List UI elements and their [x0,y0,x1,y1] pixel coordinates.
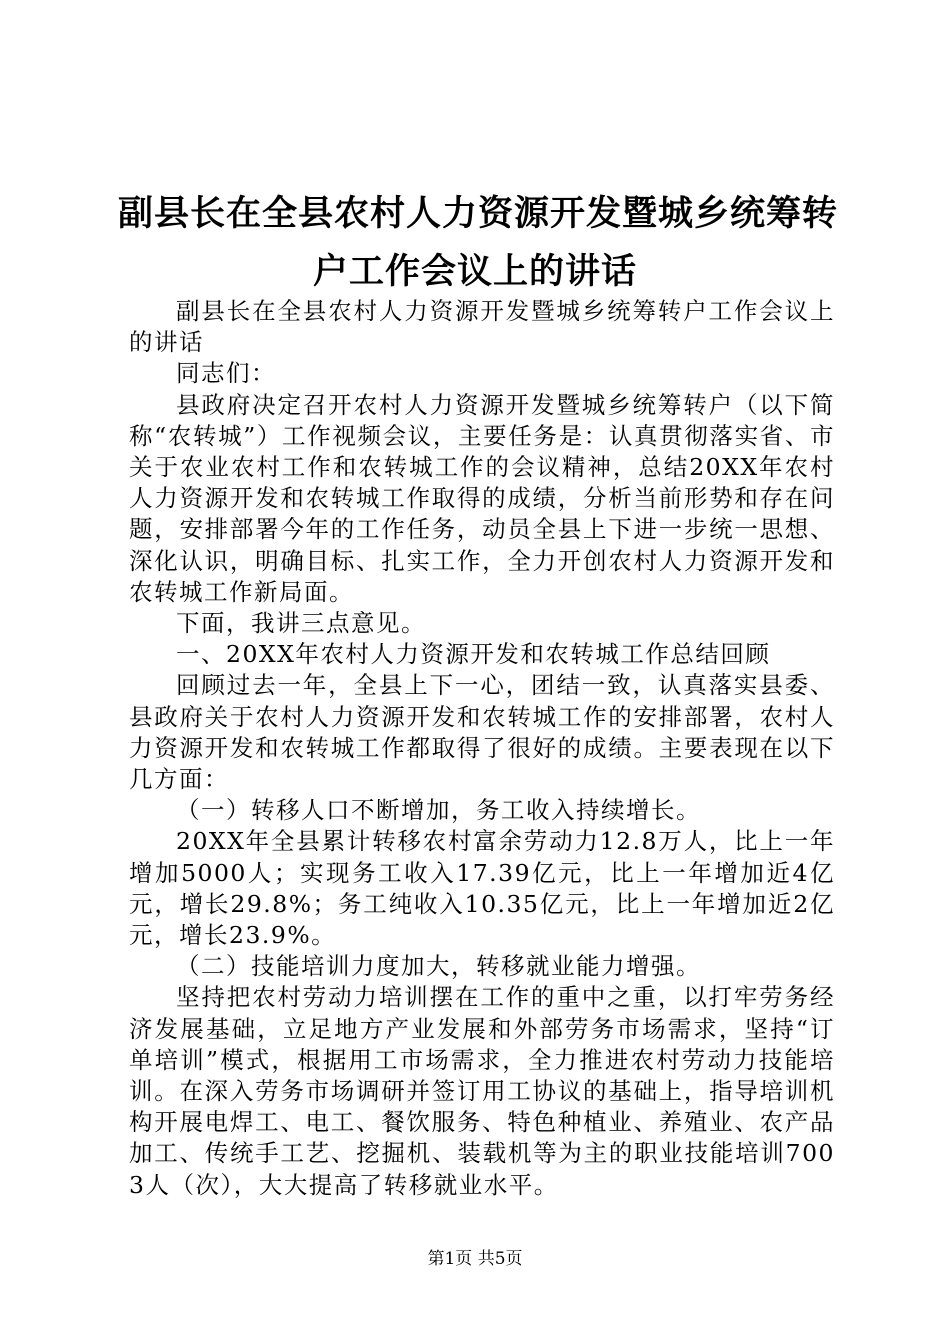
paragraph-training: 坚持把农村劳动力培训摆在工作的重中之重，以打牢劳务经济发展基础，立足地方产业发展和外部劳务市场需求，坚持“订单培训”模式，根据用工市场需求，全力推进农村劳动力技能培训。在深入劳务市场调研并签订用工协议的基础上，指导培训机构开展电焊工、电工、餐饮服务、特色种植业、养殖业、农产品加工、传统手工艺、挖掘机、装载机等为主的职业技能培训7003人（次），大大提高了转移就业水平。 [129,983,835,1199]
document-title-line-1: 副县长在全县农村人力资源开发暨城乡统筹转 [118,193,839,234]
document-body [129,296,835,1201]
paragraph-repeated-title: 副县长在全县农村人力资源开发暨城乡统筹转户工作会议上的讲话 [129,297,835,357]
paragraph-review: 回顾过去一年，全县上下一心，团结一致，认真落实县委、县政府关于农村人力资源开发和农转城工作的安排部署，农村人力资源开发和农转城工作都取得了很好的成绩。主要表现在以下几方面： [129,671,835,794]
document-title-line-2: 户工作会议上的讲话 [312,251,637,292]
paragraph-statistics: 20XX年全县累计转移农村富余劳动力12.8万人，比上一年增加5000人；实现务工收入17.39亿元，比上一年增加近4亿元，增长29.8%；务工纯收入10.35亿元，比上一年增加近2亿元，增长23.9%。 [129,827,835,950]
section-heading-1: 一、20XX年农村人力资源开发和农转城工作总结回顾 [176,640,771,669]
subheading-1: （一）转移人口不断增加，务工收入持续增长。 [176,796,701,825]
subheading-2: （二）技能培训力度加大，转移就业能力增强。 [176,952,701,981]
paragraph-three-points: 下面，我讲三点意见。 [176,609,426,638]
paragraph-salutation: 同志们： [176,359,276,388]
paragraph-meeting-intro: 县政府决定召开农村人力资源开发暨城乡统筹转户（以下简称“农转城”）工作视频会议，主要任务是：认真贯彻落实省、市关于农业农村工作和农转城工作的会议精神，总结20XX年农村人力资源开发和农转城工作取得的成绩，分析当前形势和存在问题，安排部署今年的工作任务，动员全县上下进一步统一思想、深化认识，明确目标、扎实工作，全力开创农村人力资源开发和农转城工作新局面。 [129,390,835,606]
page-footer: 第1页 共5页 [427,1249,523,1269]
